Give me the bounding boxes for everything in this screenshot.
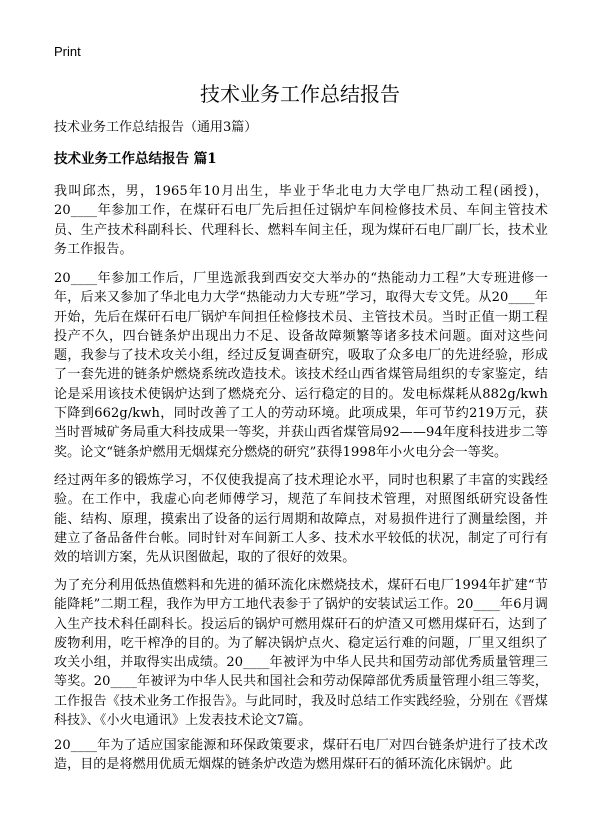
paragraph-5: 20____年为了适应国家能源和环保政策要求，煤矸石电厂对四台链条炉进行了技术改造，目的是将燃用优质无烟煤的链条炉改造为燃用煤矸石的循环流化床锅炉。此 xyxy=(54,738,548,773)
paragraph-4: 为了充分利用低热值燃料和先进的循环流化床燃烧技术，煤矸石电厂1994年扩建“节能降耗”二期工程，我作为甲方工地代表参于了锅炉的安装试运工作。20____年6月调入生产技术科任副科长。投运后的锅炉可燃用煤矸石的炉渣又可燃用煤矸石，达到了废物利用，吃干榨净的目的。为了解决锅炉点火、稳定运行难的问题，厂里又组织了攻关小组，并取得实出成绩。20____年被评为中华人民共和国劳动部优秀质量管理三等奖。20____年被评为中华人民共和国社会和劳动保障部优秀质量管理小组三等奖，工作报告《技术业务工作报告》。与此同时，我及时总结工作实践经验，分别在《晋煤科技》、《小火电通讯》上发表技术论文7篇。 xyxy=(54,578,548,729)
document-subtitle: 技术业务工作总结报告（通用3篇） xyxy=(54,120,258,135)
paragraph-1: 我叫邱杰，男，1965年10月出生，毕业于华北电力大学电厂热动工程(函授)，20____年参加工作，在煤矸石电厂先后担任过锅炉车间检修技术员、车间主管技术员、生产技术科副科长、代理科长、燃料车间主任，现为煤矸石电厂副厂长，技术业务工作报告。 xyxy=(54,184,548,257)
paragraph-3: 经过两年多的锻炼学习，不仅使我提高了技术理论水平，同时也积累了丰富的实践经验。在工作中，我虚心向老师傅学习，规范了车间技术管理，对照图纸研究设备性能、结构、原理，摸索出了设备的运行周期和故障点，对易损件进行了测量绘图，并建立了备品备件台帐。同时针对车间新工人多、技术水平较低的状况，制定了可行有效的培训方案，先从识图做起，取的了很好的效果。 xyxy=(54,473,548,566)
print-link[interactable]: Print xyxy=(54,44,81,59)
paragraph-2: 20____年参加工作后，厂里选派我到西安交大举办的“热能动力工程”大专班进修一年，后来又参加了华北电力大学“热能动力大专班”学习，取得大专文凭。从20____年开始，先后在煤矸石电厂锅炉车间担任检修技术员、主管技术员。当时正值一期工程投产不久，四台链条炉出现出力不足、设备故障频繁等诸多技术问题。面对这些问题，我参与了技术攻关小组，经过反复调查研究，吸取了众多电厂的先进经验，形成了一套先进的链条炉燃烧系统改造技术。该技术经山西省煤管局组织的专家鉴定，结论是采用该技术使锅炉达到了燃烧充分、运行稳定的目的。发电标煤耗从882g/kwh下降到662g/kwh，同时改善了工人的劳动环境。此项成果，年可节约219万元，获当时晋城矿务局重大科技成果一等奖，并获山西省煤管局92——94年度科技进步二等奖。论文“链条炉燃用无烟煤充分燃烧的研究”获得1998年小火电分会一等奖。 xyxy=(54,271,548,460)
document-title: 技术业务工作总结报告 xyxy=(200,82,400,106)
section-heading: 技术业务工作总结报告 篇1 xyxy=(54,151,217,167)
